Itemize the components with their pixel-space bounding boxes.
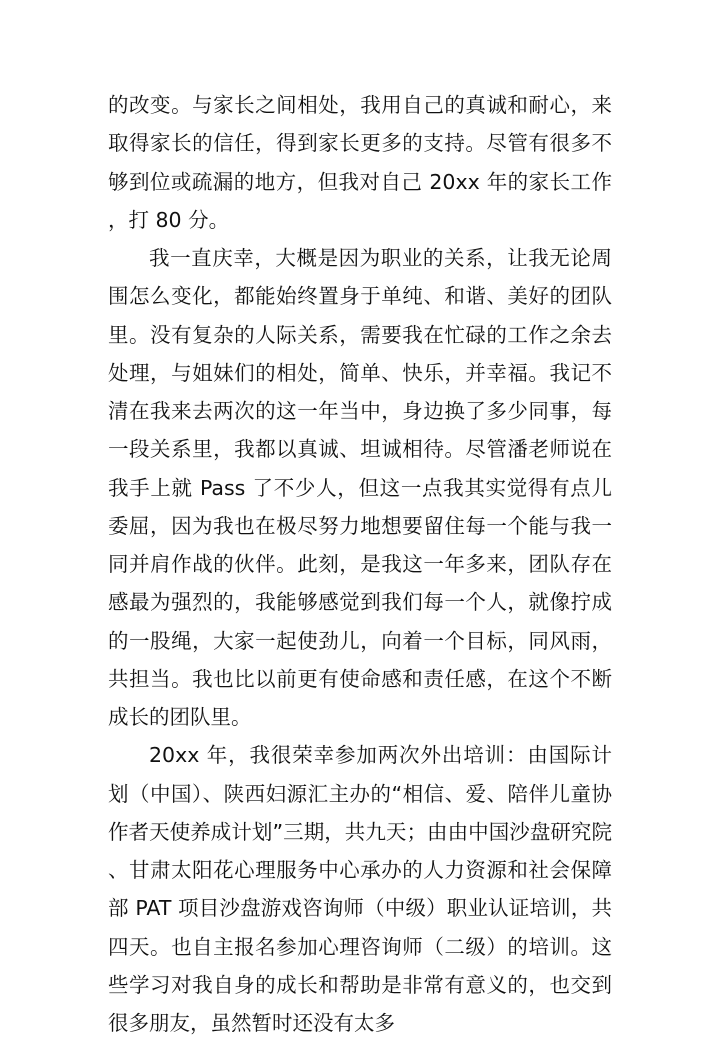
document-page [108, 86, 612, 1042]
paragraph-parent-work: 的改变。与家长之间相处，我用自己的真诚和耐心，来取得家长的信任，得到家长更多的支持。尽管有很多不够到位或疏漏的地方，但我对自己 20xx 年的家长工作，打 80 分。 [108, 93, 612, 232]
paragraph-training: 20xx 年，我很荣幸参加两次外出培训：由国际计划（中国）、陕西妇源汇主办的“相信、爱、陪伴儿童协作者天使养成计划”三期，共九天；由由中国沙盘研究院、甘肃太阳花心理服务中心承办的人力资源和社会保障部 PAT 项目沙盘游戏咨询师（中级）职业认证培训，共四天。也自主报名参加心理咨询师（二级）的培训。这些学习对我自身的成长和帮助是非常有意义的，也交到很多朋友，虽然暂时还没有太多 [108, 743, 612, 1035]
paragraph-team: 我一直庆幸，大概是因为职业的关系，让我无论周围怎么变化，都能始终置身于单纯、和谐、美好的团队里。没有复杂的人际关系，需要我在忙碌的工作之余去处理，与姐妹们的相处，简单、快乐，并幸福。我记不清在我来去两次的这一年当中，身边换了多少同事，每一段关系里，我都以真诚、坦诚相待。尽管潘老师说在我手上就 Pass 了不少人，但这一点我其实觉得有点儿委屈，因为我也在极尽努力地想要留住每一个能与我一同并肩作战的伙伴。此刻，是我这一年多来，团队存在感最为强烈的，我能够感觉到我们每一个人，就像拧成的一股绳，大家一起使劲儿，向着一个目标，同风雨，共担当。我也比以前更有使命感和责任感，在这个不断成长的团队里。 [108, 246, 612, 729]
